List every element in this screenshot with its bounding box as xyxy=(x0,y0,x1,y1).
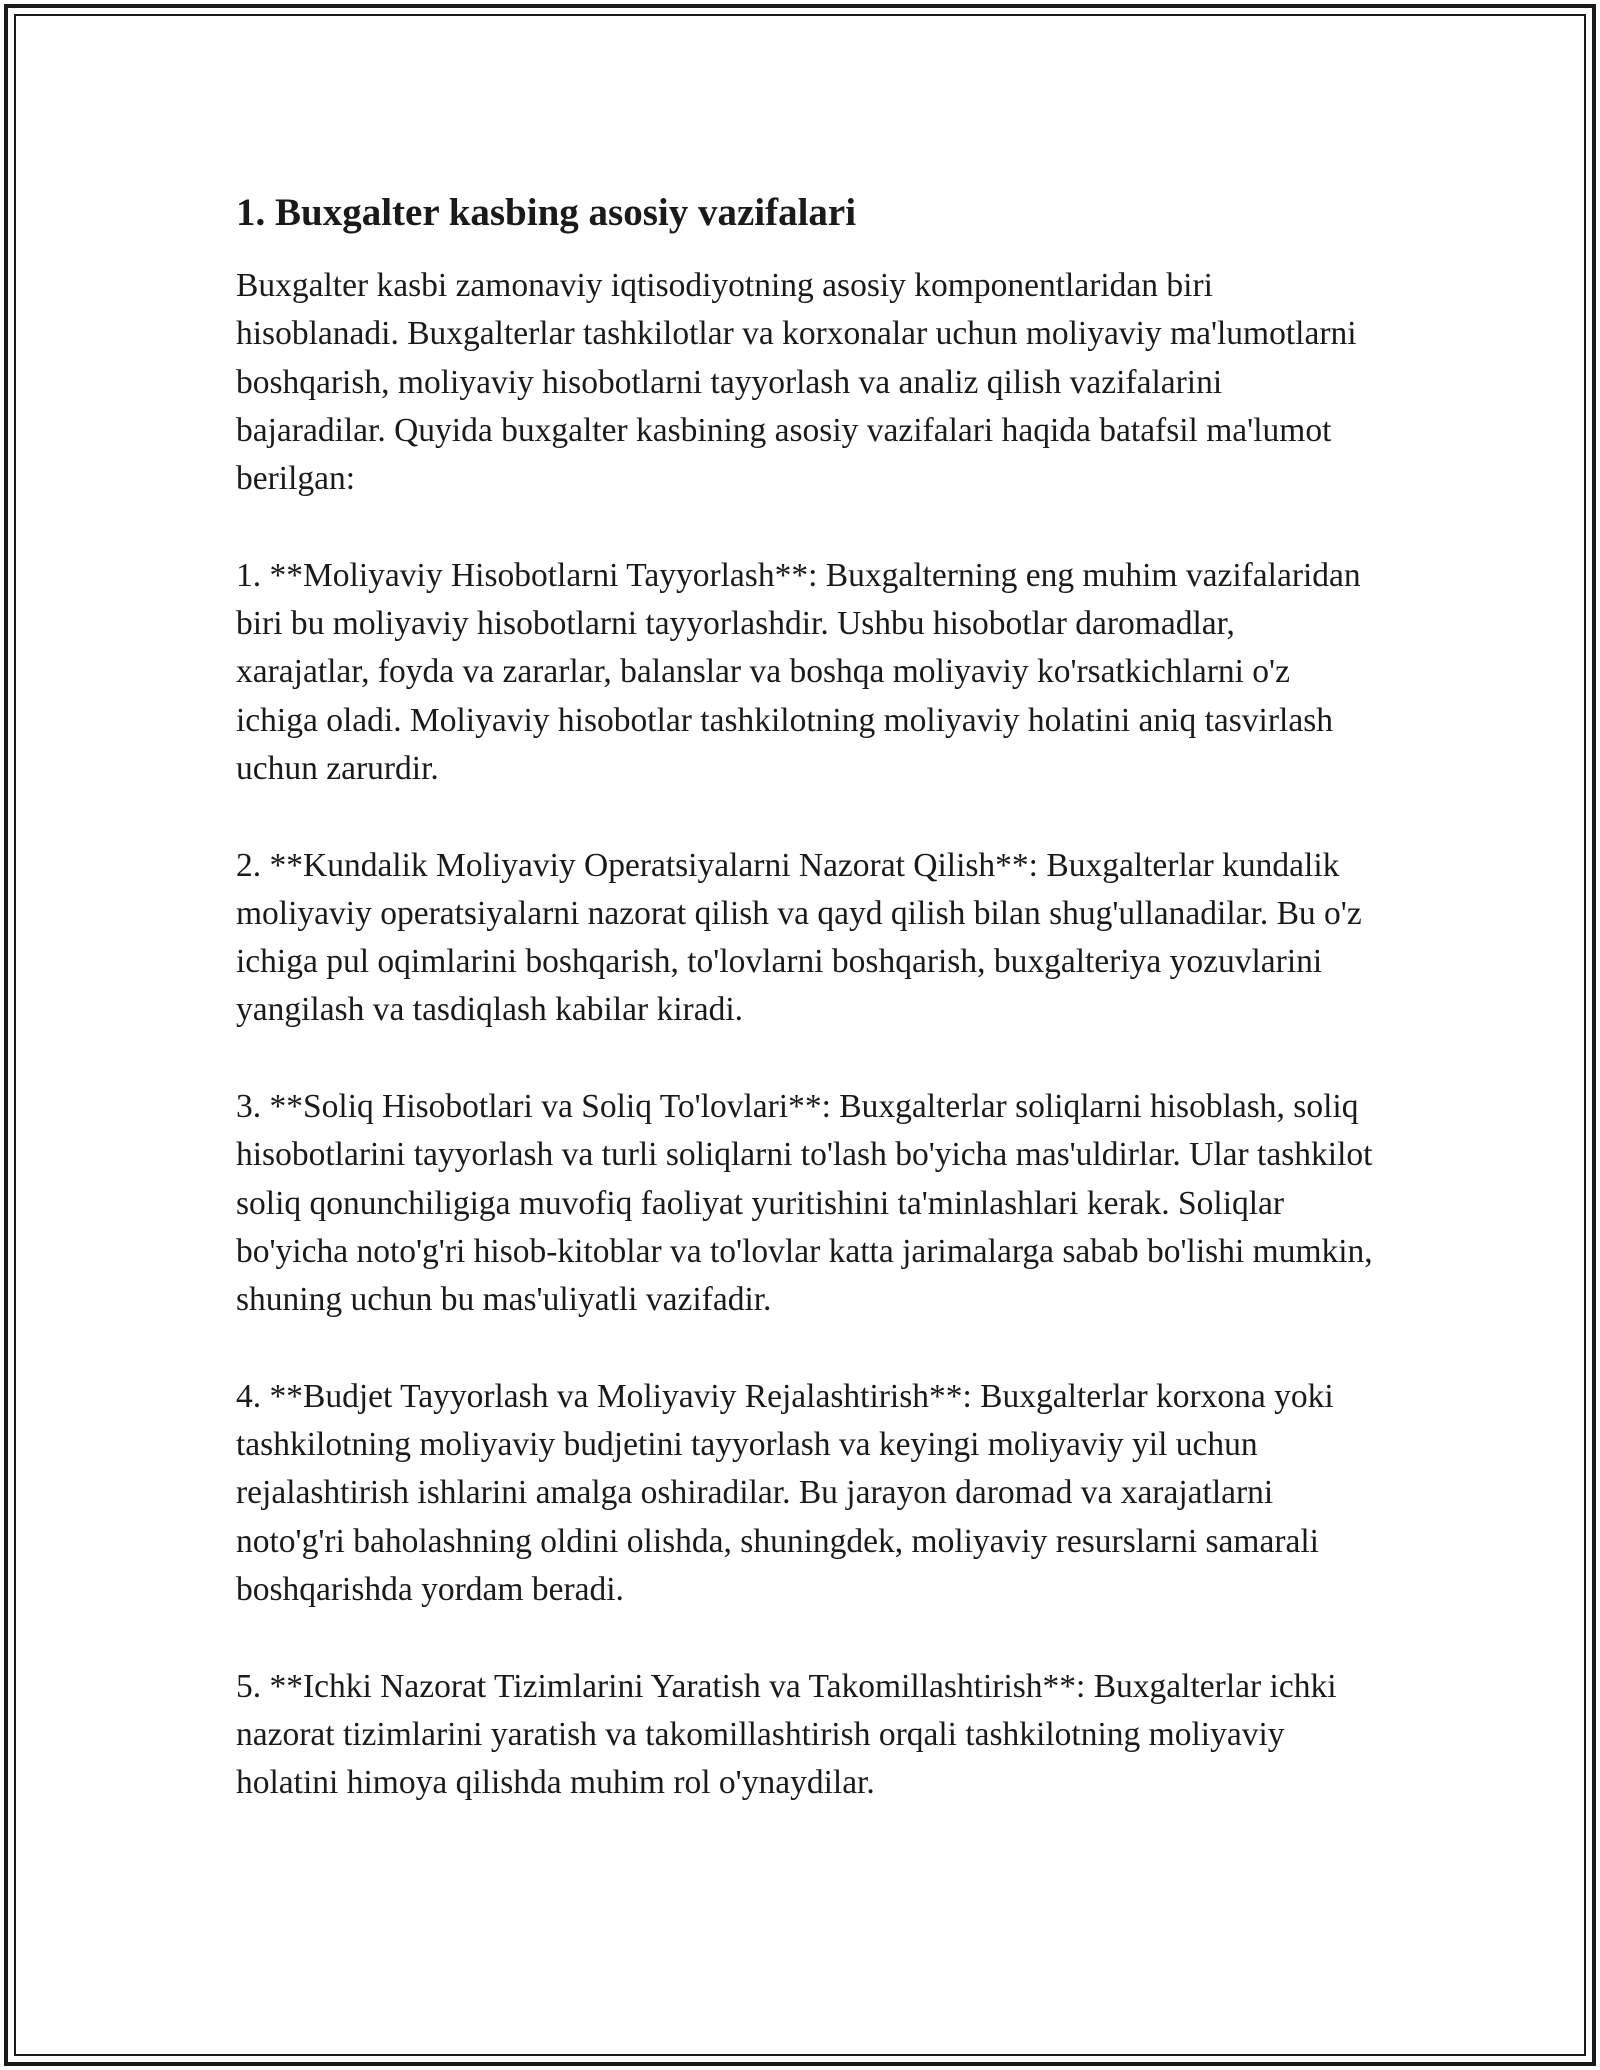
paragraph-item-4: 4. **Budjet Tayyorlash va Moliyaviy Rejalashtirish**: Buxgalterlar korxona yoki tashkilotning moliyaviy budjetini tayyorlash va keyingi moliyaviy yil uchun rejalashtirish ishlarini amalga oshiradilar. Bu jarayon daromad va xarajatlarni noto'g'ri baholashning oldini olishda, shuningdek, moliyaviy resurslarni samarali boshqarishda yordam beradi. xyxy=(236,1377,1334,1609)
document-body xyxy=(236,185,1376,1856)
paragraph-intro: Buxgalter kasbi zamonaviy iqtisodiyotning asosiy komponentlaridan biri hisoblanadi. Buxgalterlar tashkilotlar va korxonalar uchun moliyaviy ma'lumotlarni boshqarish, moliyaviy hisobotlarni tayyorlash va analiz qilish vazifalarini bajaradilar. Quyida buxgalter kasbining asosiy vazifalari haqida batafsil ma'lumot berilgan: xyxy=(236,267,1357,498)
paragraph-item-5: 5. **Ichki Nazorat Tizimlarini Yaratish va Takomillashtirish**: Buxgalterlar ichki nazorat tizimlarini yaratish va takomillashtirish orqali tashkilotning moliyaviy holatini himoya qilishda muhim rol o'ynaydilar. xyxy=(236,1667,1337,1802)
document-title: 1. Buxgalter kasbing asosiy vazifalari xyxy=(236,191,857,234)
paragraph-item-1: 1. **Moliyaviy Hisobotlarni Tayyorlash**: Buxgalterning eng muhim vazifalaridan biri bu moliyaviy hisobotlarni tayyorlashdir. Ushbu hisobotlar daromadlar, xarajatlar, foyda va zararlar, balanslar va boshqa moliyaviy ko'rsatkichlarni o'z ichiga oladi. Moliyaviy hisobotlar tashkilotning moliyaviy holatini aniq tasvirlash uchun zarurdir. xyxy=(236,556,1361,787)
paragraph-item-2: 2. **Kundalik Moliyaviy Operatsiyalarni Nazorat Qilish**: Buxgalterlar kundalik moliyaviy operatsiyalarni nazorat qilish va qayd qilish bilan shug'ullanadilar. Bu o'z ichiga pul oqimlarini boshqarish, to'lovlarni boshqarish, buxgalteriya yozuvlarini yangilash va tasdiqlash kabilar kiradi. xyxy=(236,846,1362,1029)
paragraph-item-3: 3. **Soliq Hisobotlari va Soliq To'lovlari**: Buxgalterlar soliqlarni hisoblash, soliq hisobotlarini tayyorlash va turli soliqlarni to'lash bo'yicha mas'uldirlar. Ular tashkilot soliq qonunchiligiga muvofiq faoliyat yuritishini ta'minlashlari kerak. Soliqlar bo'yicha noto'g'ri hisob-kitoblar va to'lovlar katta jarimalarga sabab bo'lishi mumkin, shuning uchun bu mas'uliyatli vazifadir. xyxy=(236,1088,1373,1319)
